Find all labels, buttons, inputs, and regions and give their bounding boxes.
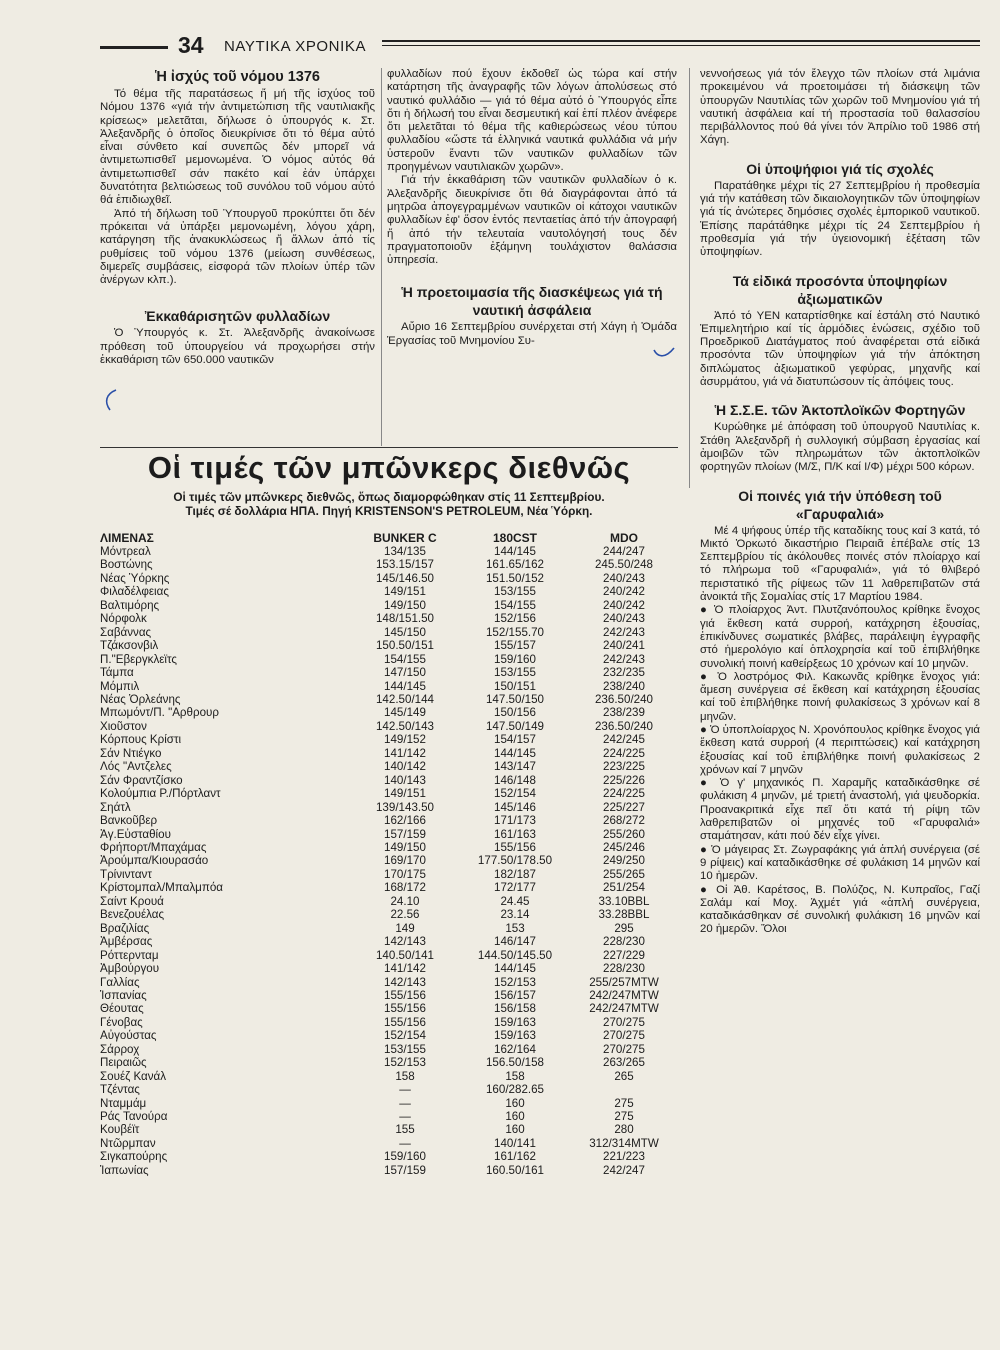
- port-cell: Πειραιῶς: [100, 1056, 147, 1070]
- bunker-c-cell: 24.10: [390, 894, 420, 908]
- mdo-cell: 255/257MTW: [589, 975, 659, 989]
- table-row: [100, 1002, 678, 1015]
- bunker-c-cell: 157/159: [384, 827, 426, 841]
- table-row: [100, 1016, 678, 1029]
- port-cell: Σαβάννας: [100, 625, 152, 639]
- column-header-bunker-c: BUNKER C: [373, 530, 437, 545]
- cst180-cell: 146/147: [494, 935, 536, 949]
- cst180-cell: 162/164: [494, 1042, 536, 1056]
- bunker-c-cell: —: [399, 1110, 411, 1124]
- table-row: [100, 1137, 678, 1150]
- mdo-cell: 295: [614, 921, 634, 935]
- port-cell: Σάρροχ: [100, 1042, 140, 1056]
- article-heading: Ἡ προετοιμασία τῆς διασκέψεως γιά τή ναυτική ἀσφάλεια: [401, 284, 663, 319]
- port-cell: Νόρφολκ: [100, 612, 147, 626]
- mdo-cell: 33.10BBL: [598, 894, 650, 908]
- article-heading: Ἡ Σ.Σ.Ε. τῶν Ἀκτοπλοϊκῶν Φορτηγῶν: [714, 402, 966, 419]
- bunker-c-cell: 147/150: [384, 666, 426, 680]
- table-row: [100, 854, 678, 867]
- cst180-cell: 144.50/145.50: [477, 948, 553, 962]
- port-cell: Ἀμβέρσας: [100, 935, 153, 949]
- cst180-cell: 24.45: [500, 894, 530, 908]
- column-header-port: ΛΙΜΕΝΑΣ: [100, 530, 154, 545]
- mdo-cell: 244/247: [603, 545, 645, 558]
- bunker-subtitle-line: Οἱ τιμές τῶν μπῶνκερς διεθνῶς, ὅπως διαμορφώθηκαν στίς 11 Σεπτεμβρίου.: [173, 490, 605, 504]
- port-cell: Σιγκαπούρης: [100, 1150, 168, 1164]
- table-row: [100, 922, 678, 935]
- mdo-cell: 275: [614, 1110, 634, 1124]
- bunker-c-cell: 170/175: [384, 867, 426, 881]
- table-row: [100, 774, 678, 787]
- port-cell: Βραζιλίας: [100, 921, 150, 935]
- table-row: [100, 545, 678, 558]
- table-row: [100, 1043, 678, 1056]
- mdo-cell: 270/275: [603, 1015, 645, 1029]
- port-cell: Κρίστομπαλ/Μπαλμπόα: [100, 881, 223, 895]
- bunker-c-cell: 22.56: [390, 908, 420, 922]
- mdo-cell: [570, 1083, 678, 1096]
- article-heading: Τά εἰδικά προσόντα ὑποψηφίων ἀξιωματικῶν: [732, 272, 948, 307]
- bunker-c-cell: 140.50/141: [375, 948, 435, 962]
- table-row: [100, 908, 678, 921]
- column-divider: [381, 68, 382, 446]
- mdo-cell: 224/225: [603, 746, 645, 760]
- bunker-c-cell: 142.50/144: [375, 692, 435, 706]
- cst180-cell: 153/155: [494, 585, 536, 599]
- bunker-c-cell: 150.50/151: [375, 639, 435, 653]
- mdo-cell: 240/241: [603, 639, 645, 653]
- cst180-cell: 155/156: [494, 840, 536, 854]
- cst180-cell: 147.50/150: [485, 692, 545, 706]
- article-column-middle: [387, 68, 677, 348]
- article-paragraph: Ἀπό τό ΥΕΝ καταρτίσθηκε καί ἐστάλη στό Ναυτικό Ἐπιμελητήριο καί τίς ἁρμόδιες ἑνώσεις, σχέδιο τοῦ Προεδρικοῦ Διατάγματος πού ἀναφέρεται στά εἰδικά προσόντα τῶν ὑποψηφίων γιά τήν ἀπόκτηση διπλώματος ἀξιωματικοῦ γεφύρας, μηχανῆς καί ἀσυρμάτου, γιά νά διατυπώσουν τίς ἀπόψεις τους.: [700, 309, 980, 389]
- table-row: [100, 801, 678, 814]
- table-row: [100, 989, 678, 1002]
- cst180-cell: 156/158: [494, 1002, 536, 1016]
- table-row: [100, 653, 678, 666]
- verdict-item: ● Ὁ πλοίαρχος Ἀντ. Πλυτζανόπουλος κρίθηκε ἔνοχος γιά ἔκθεση κατά συρροή, κατάχρηση ἐξουσίας, ἐπικίνδυνες σωματικές βλάβες, παράλειψη ἐγγραφῆς στό ἡμερολόγιο καί ὁπλοχρησία καί τοῦ ἐπιβλήθηκε συνολική ποινή καθείρξεως 10 χρόνων καί 10 μηνῶν.: [700, 604, 980, 670]
- mdo-cell: 255/260: [603, 827, 645, 841]
- mdo-cell: 242/243: [603, 652, 645, 666]
- port-cell: Κουβέϊτ: [100, 1123, 140, 1137]
- mdo-cell: 251/254: [603, 881, 645, 895]
- bunker-c-cell: 154/155: [384, 652, 426, 666]
- table-row: [100, 612, 678, 625]
- table-row: [100, 1123, 678, 1136]
- cst180-cell: 177.50/178.50: [477, 854, 553, 868]
- cst180-cell: 154/155: [494, 598, 536, 612]
- port-cell: Ράς Τανούρα: [100, 1110, 168, 1124]
- mdo-cell: 240/242: [603, 598, 645, 612]
- verdict-item: ● Ὁ γ' μηχανικός Π. Χαραμῆς καταδικάσθηκε σέ φυλάκιση 4 μηνῶν, μέ τριετή ἀναστολή, γιά ψευδορκία. Προανακριτικά εἶχε πεῖ ὅτι κατά τή ρίψη τῶν λαθρεπιβατῶν οἱ μηχανές τοῦ «Γαρυφαλιά» σταμάτησαν, κάτι πού δέν εἶχε γίνει.: [700, 777, 980, 843]
- port-cell: Τζάκσονβιλ: [100, 639, 159, 653]
- cst180-cell: 140/141: [494, 1136, 536, 1150]
- port-cell: Φρήπορτ/Μπαχάμας: [100, 840, 207, 854]
- mdo-cell: 263/265: [603, 1056, 645, 1070]
- port-cell: Φιλαδέλφειας: [100, 585, 169, 599]
- cst180-cell: 158: [505, 1069, 525, 1083]
- port-cell: Σαίντ Κρουά: [100, 894, 164, 908]
- mdo-cell: 242/247MTW: [589, 1002, 659, 1016]
- mdo-cell: 240/243: [603, 612, 645, 626]
- article-paragraph: Γιά τήν ἐκκαθάριση τῶν ναυτικῶν φυλλαδίων ὁ κ. Ἀλεξανδρῆς διευκρίνισε ὅτι θά διαγράφονται ἀπό τά μητρῶα ἀπογεγραμμένων ναυτικῶν οἱ κάτοχοι ναυτικῶν φυλλαδίων ἐφ' ὅσον ἐντός πενταετίας ἀπό τήν ἀπογραφή ἤ ἀπό τήν τελευταία ναυτολόγησή τους δέν πραγματοποιοῦν ἐξάμηνη τουλάχιστον θαλάσσια ὑπηρεσία.: [387, 174, 677, 267]
- port-cell: Ἱσπανίας: [100, 988, 147, 1002]
- port-cell: Μόντρεαλ: [100, 545, 151, 558]
- verdict-item: ● Ὁ μάγειρας Στ. Ζωγραφάκης γιά ἁπλή συνέργεια (σέ 9 ρίψεις) καί καταδικάσθηκε σέ φυλάκιση 14 μηνῶν καί 10 ἡμερῶν.: [700, 843, 980, 883]
- bunker-c-cell: 153/155: [384, 1042, 426, 1056]
- bunker-c-cell: 162/166: [384, 814, 426, 828]
- port-cell: Βαλτιμόρης: [100, 598, 160, 612]
- table-row: [100, 895, 678, 908]
- port-cell: Ἀρούμπα/Κιουρασάο: [100, 854, 209, 868]
- article-paragraph: νεννοήσεως γιά τόν ἔλεγχο τῶν πλοίων στά λιμάνια προκειμένου νά προετοιμάσει τή διάσκεψη τῶν ὑπουργῶν Ναυτιλίας τῶν χωρῶν τοῦ Μνημονίου γιά τή ναυτική ἀσφάλεια καί τή προστασία τοῦ θαλασσίου περιβάλλοντος πού θά γίνει τόν Ἀπρίλιο τοῦ 1986 στή Χάγη.: [700, 68, 980, 147]
- article-paragraph: Αὔριο 16 Σεπτεμβρίου συνέρχεται στή Χάγη ἡ Ὁμάδα Ἐργασίας τοῦ Μνημονίου Συ-: [387, 321, 677, 347]
- port-cell: Κολούμπια Ρ./Πόρτλαντ: [100, 787, 221, 801]
- bunker-c-cell: 145/150: [384, 625, 426, 639]
- port-cell: Ἀμβούργου: [100, 962, 160, 976]
- cst180-cell: 152/155.70: [485, 625, 545, 639]
- article-paragraph: Ἀπό τή δήλωση τοῦ Ὑπουργοῦ προκύπτει ὅτι δέν πρόκειται νά ὑπάρξει μεμονωμένη, λόγου χάρη, κατάργηση τῆς ἀνακυκλώσεως ἤ ἄλλων ἀπό τίς ρυθμίσεις τοῦ νόμου 1376 (μείωση συνθέσεως, διμερεῖς συμβάσεις, εἰσφορά τῶν πλοίων ὑπέρ τῶν ἀνέργων κλπ.).: [100, 207, 375, 287]
- cst180-cell: 171/173: [494, 814, 536, 828]
- cst180-cell: 182/187: [494, 867, 536, 881]
- port-cell: Κόρπους Κρίστι: [100, 733, 182, 747]
- cst180-cell: 161/162: [494, 1150, 536, 1164]
- cst180-cell: 156.50/158: [485, 1056, 545, 1070]
- bunker-c-cell: 141/142: [384, 962, 426, 976]
- bunker-prices-subtitle: [100, 490, 678, 518]
- cst180-cell: 161.65/162: [485, 558, 545, 572]
- cst180-cell: 144/145: [494, 545, 536, 558]
- table-row: [100, 1029, 678, 1042]
- table-row: [100, 706, 678, 719]
- bunker-c-cell: 152/154: [384, 1029, 426, 1043]
- mdo-cell: 236.50/240: [594, 719, 654, 733]
- mdo-cell: 280: [614, 1123, 634, 1137]
- bunker-c-cell: 168/172: [384, 881, 426, 895]
- column-header-180cst: 180CST: [492, 530, 538, 545]
- cst180-cell: 147.50/149: [485, 719, 545, 733]
- cst180-cell: 160/282.65: [485, 1083, 545, 1097]
- mdo-cell: 225/226: [603, 773, 645, 787]
- port-cell: Σάν Ντιέγκο: [100, 746, 162, 760]
- bunker-c-cell: 155/156: [384, 1015, 426, 1029]
- port-cell: Τάμπα: [100, 666, 134, 680]
- table-row: [100, 881, 678, 894]
- table-row: [100, 760, 678, 773]
- table-row: [100, 935, 678, 948]
- mdo-cell: 270/275: [603, 1029, 645, 1043]
- masthead-rule-right: [382, 40, 980, 42]
- port-cell: Μόμπιλ: [100, 679, 140, 693]
- port-cell: Βενεζουέλας: [100, 908, 165, 922]
- publication-title: ΝΑΥΤΙΚΑ ΧΡΟΝΙΚΑ: [224, 38, 367, 55]
- bunker-c-cell: 140/143: [384, 773, 426, 787]
- bunker-c-cell: 148/151.50: [375, 612, 435, 626]
- port-cell: Αὐγούστας: [100, 1029, 157, 1043]
- mdo-cell: 238/240: [603, 679, 645, 693]
- bunker-c-cell: 158: [395, 1069, 415, 1083]
- mdo-cell: 242/247: [603, 1163, 645, 1177]
- port-cell: Θέουτας: [100, 1002, 144, 1016]
- cst180-cell: 150/151: [494, 679, 536, 693]
- cst180-cell: 156/157: [494, 988, 536, 1002]
- mdo-cell: 312/314MTW: [589, 1136, 659, 1150]
- table-row: [100, 841, 678, 854]
- table-row: [100, 720, 678, 733]
- bunker-c-cell: 145/149: [384, 706, 426, 720]
- table-row: [100, 747, 678, 760]
- mdo-cell: 228/230: [603, 962, 645, 976]
- mdo-cell: 225/227: [603, 800, 645, 814]
- mdo-cell: 265: [614, 1069, 634, 1083]
- bunker-c-cell: —: [399, 1096, 411, 1110]
- bunker-c-cell: 145/146.50: [375, 571, 435, 585]
- port-cell: Σάν Φραντζίσκο: [100, 773, 183, 787]
- port-cell: Βανκοῦβερ: [100, 814, 158, 828]
- cst180-cell: 160.50/161: [485, 1163, 545, 1177]
- port-cell: Ντῶρμπαν: [100, 1136, 156, 1150]
- section-rule: [100, 447, 678, 448]
- cst180-cell: 151.50/152: [485, 571, 545, 585]
- port-cell: Βοστώνης: [100, 558, 153, 572]
- cst180-cell: 152/154: [494, 787, 536, 801]
- bunker-c-cell: 142.50/143: [375, 719, 435, 733]
- port-cell: Σηάτλ: [100, 800, 131, 814]
- table-row: [100, 1083, 678, 1096]
- article-column-left: [100, 68, 375, 367]
- article-paragraph: Ὁ Ὑπουργός κ. Στ. Ἀλεξανδρῆς ἀνακοίνωσε πρόθεση τοῦ ὑπουργείου νά προχωρήσει στήν ἐκκαθάριση τῶν 650.000 ναυτικῶν: [100, 327, 375, 367]
- cst180-cell: 154/157: [494, 733, 536, 747]
- bunker-c-cell: 149/151: [384, 787, 426, 801]
- bunker-c-cell: 134/135: [384, 545, 426, 558]
- mdo-cell: 242/243: [603, 625, 645, 639]
- verdict-item: ● Οἱ Ἀθ. Καρέτσος, Β. Πολύζος, Ν. Κυπραῖος, Γαζί Σαλάμ καί Μοχ. Ἀχμέτ γιά «ἁπλή συνέργεια, καταδικάσθηκαν σέ συνολική φυλάκιση 16 μηνῶν καί 20 ἡμερῶν. Ὅλοι: [700, 883, 980, 936]
- table-row: [100, 1110, 678, 1123]
- table-row: [100, 572, 678, 585]
- bunker-prices-table: [100, 530, 678, 1177]
- pen-tilde-icon: [652, 346, 676, 360]
- bunker-c-cell: 142/143: [384, 935, 426, 949]
- mdo-cell: 245/246: [603, 840, 645, 854]
- table-row: [100, 868, 678, 881]
- verdict-item: ● Ὁ λοστρόμος Φιλ. Κακωνᾶς κρίθηκε ἔνοχος γιά: ἄμεση συνέργεια σέ ἔκθεση καί κατάχρηση ἐξουσίας καί τοῦ ἐπιβλήθηκε ποινή φυλακίσεως 3 χρόνων καί 8 μηνῶν.: [700, 670, 980, 723]
- bunker-c-cell: 139/143.50: [375, 800, 435, 814]
- mdo-cell: 245.50/248: [594, 558, 654, 572]
- cst180-cell: 144/145: [494, 746, 536, 760]
- port-cell: Χιοῦστον: [100, 719, 147, 733]
- cst180-cell: 153/155: [494, 666, 536, 680]
- port-cell: Νέας Ὀρλεάνης: [100, 692, 181, 706]
- table-row: [100, 949, 678, 962]
- pen-mark-icon: [100, 388, 120, 412]
- cst180-cell: 146/148: [494, 773, 536, 787]
- mdo-cell: 33.28BBL: [598, 908, 650, 922]
- table-row: [100, 558, 678, 571]
- table-row: [100, 1164, 678, 1177]
- article-heading: Ἐκκαθάρισητῶν φυλλαδίων: [144, 308, 331, 325]
- column-divider: [689, 68, 690, 488]
- port-cell: Ρόττερνταμ: [100, 948, 159, 962]
- article-column-right: [700, 68, 980, 937]
- bunker-c-cell: 157/159: [384, 1163, 426, 1177]
- bunker-c-cell: 142/143: [384, 975, 426, 989]
- mdo-cell: 240/243: [603, 571, 645, 585]
- verdict-item: ● Ὁ ὑποπλοίαρχος Ν. Χρονόπουλος κρίθηκε ἔνοχος γιά ἔκθεση κατά συρροή (4 περιπτώσεις) καί κατάχρηση ἐξουσίας καί τοῦ ἐπιβλήθηκε ποινή φυλακίσεως 2 χρόνων καί 7 μηνῶν: [700, 723, 980, 776]
- table-row: [100, 1097, 678, 1110]
- table-row: [100, 1056, 678, 1069]
- article-heading: Ἡ ἰσχύς τοῦ νόμου 1376: [155, 69, 320, 85]
- cst180-cell: 160: [505, 1096, 525, 1110]
- bunker-c-cell: 169/170: [384, 854, 426, 868]
- mdo-cell: 227/229: [603, 948, 645, 962]
- port-cell: Γαλλίας: [100, 975, 140, 989]
- article-paragraph: φυλλαδίων πού ἔχουν ἐκδοθεῖ ὡς τώρα καί στήν κατάρτηση τῆς ἀναγραφῆς τῶν λόγων ἀπολύσεως στό ναυτικό φυλλάδιο — γιά τό θέμα αὐτό ὁ Ὑπουργός εἶπε ὅτι ἡ δήλωσή του εἶναι δεσμευτική καί ἐπί πλέον ἀνέφερε ὅτι μελετᾶται τό θέμα τῆς καθιερώσεως νέου τύπου φυλλαδίου «ὥστε τά ἑλληνικά ναυτικά φυλλάδια νά μήν ὑστεροῦν ἔναντι τῶν ναυτικῶν φυλλαδίων τῶν προηγμένων ναυτιλιακῶν χωρῶν».: [387, 68, 677, 174]
- bunker-c-cell: 149/152: [384, 733, 426, 747]
- port-cell: Μπωμόντ/Π. "Αρθρουρ: [100, 706, 219, 720]
- bunker-c-cell: 149/150: [384, 598, 426, 612]
- cst180-cell: 150/156: [494, 706, 536, 720]
- port-cell: Π."Εβεργκλεϊτς: [100, 652, 178, 666]
- table-header-row: [100, 530, 678, 545]
- bunker-c-cell: 159/160: [384, 1150, 426, 1164]
- masthead-rule-left: [100, 46, 168, 49]
- mdo-cell: 242/247MTW: [589, 988, 659, 1002]
- table-row: [100, 626, 678, 639]
- mdo-cell: 255/265: [603, 867, 645, 881]
- mdo-cell: 240/242: [603, 585, 645, 599]
- bunker-c-cell: 140/142: [384, 760, 426, 774]
- table-row: [100, 666, 678, 679]
- cst180-cell: 159/163: [494, 1015, 536, 1029]
- cst180-cell: 159/163: [494, 1029, 536, 1043]
- mdo-cell: 238/239: [603, 706, 645, 720]
- cst180-cell: 152/156: [494, 612, 536, 626]
- mdo-cell: 223/225: [603, 760, 645, 774]
- table-row: [100, 1070, 678, 1083]
- bunker-c-cell: 149: [395, 921, 415, 935]
- cst180-cell: 145/146: [494, 800, 536, 814]
- table-row: [100, 680, 678, 693]
- bunker-subtitle-line: Τιμές σέ δολλάρια ΗΠΑ. Πηγή KRISTENSON'S PETROLEUM, Νέα Ὑόρκη.: [185, 504, 593, 518]
- mdo-cell: 224/225: [603, 787, 645, 801]
- port-cell: Σουέζ Κανάλ: [100, 1069, 167, 1083]
- port-cell: Γένοβας: [100, 1015, 143, 1029]
- cst180-cell: 159/160: [494, 652, 536, 666]
- bunker-c-cell: 155: [395, 1123, 415, 1137]
- bunker-c-cell: 141/142: [384, 746, 426, 760]
- article-paragraph: Τό θέμα τῆς παρατάσεως ἤ μή τῆς ἰσχύος τοῦ Νόμου 1376 «γιά τήν ἀντιμετώπιση τῆς ναυτιλιακῆς κρίσεως» μελετᾶται, δήλωσε ὁ ὑπουργός κ. Στ. Ἀλεξανδρῆς ὁ ὁποῖος διευκρίνισε ὅτι τό θέμα αὐτό εἶναι σύνθετο καί συνεπῶς δέν μπορεῖ νά ἀντιμετωπισθεῖ μεμονωμένα. Ὁ νόμος αὐτός θά ἀντιμετωπισθεῖ σάν πακέτο καί ἐάν ὑπάρχει δυνατότητα βελτιώσεως τοῦ συνόλου τοῦ νόμου αὐτό θά ἐπιδιωχθεῖ.: [100, 88, 375, 207]
- bunker-c-cell: 155/156: [384, 988, 426, 1002]
- article-paragraph: Κυρώθηκε μέ ἀπόφαση τοῦ ὑπουργοῦ Ναυτιλίας κ. Στάθη Ἀλεξανδρῆ ἡ συλλογική σύμβαση ἐργασίας καί ἀμοιβῶν τῶν πληρωμάτων τῶν ἀκτοπλοϊκῶν φορτηγῶν πλοίων (Μ/Σ, Π/Κ καί Ι/Φ) μέχρι 500 κόρων.: [700, 421, 980, 474]
- mdo-cell: 270/275: [603, 1042, 645, 1056]
- mdo-cell: 236.50/240: [594, 692, 654, 706]
- mdo-cell: 242/245: [603, 733, 645, 747]
- cst180-cell: 161/163: [494, 827, 536, 841]
- cst180-cell: 153: [505, 921, 525, 935]
- port-cell: Τρίνινταντ: [100, 867, 152, 881]
- article-heading: Οἱ ὑποψήφιοι γιά τίς σχολές: [746, 160, 934, 177]
- table-row: [100, 693, 678, 706]
- bunker-c-cell: 149/151: [384, 585, 426, 599]
- article-heading: Οἱ ποινές γιά τήν ὑπόθεση τοῦ «Γαρυφαλιά»: [738, 487, 942, 522]
- cst180-cell: 152/153: [494, 975, 536, 989]
- table-row: [100, 962, 678, 975]
- mdo-cell: 275: [614, 1096, 634, 1110]
- table-row: [100, 828, 678, 841]
- column-header-mdo: MDO: [610, 530, 638, 545]
- table-row: [100, 585, 678, 598]
- page-number: 34: [178, 32, 204, 58]
- cst180-cell: 144/145: [494, 962, 536, 976]
- mdo-cell: 221/223: [603, 1150, 645, 1164]
- bunker-c-cell: —: [399, 1136, 411, 1150]
- port-cell: Νταμμάμ: [100, 1096, 147, 1110]
- port-cell: Ἰαπωνίας: [100, 1163, 149, 1177]
- cst180-cell: 160: [505, 1123, 525, 1137]
- port-cell: Λός "Αντζελες: [100, 760, 172, 774]
- bunker-prices-title: Οἱ τιμές τῶν μπῶνκερς διεθνῶς: [147, 450, 631, 485]
- port-cell: Ἁγ.Εὐσταθίου: [100, 827, 171, 841]
- cst180-cell: 172/177: [494, 881, 536, 895]
- mdo-cell: 249/250: [603, 854, 645, 868]
- article-paragraph: Παρατάθηκε μέχρι τίς 27 Σεπτεμβρίου ἡ προθεσμία γιά τήν κατάθεση τῶν δικαιολογητικῶν τῶν ὑποψηφίων γιά τίς ἀνώτερες δημόσιες σχολές ἐμπορικοῦ ναυτικοῦ. Ἐπίσης παράτάθηκε μέχρι τίς 24 Σεπτεμβρίου ἡ προθεσμία γιά τήν ὑγειονομική ἐξέταση τῶν ὑποψηφίων.: [700, 179, 980, 259]
- bunker-c-cell: 144/145: [384, 679, 426, 693]
- table-row: [100, 639, 678, 652]
- article-paragraph: Μέ 4 ψήφους ὑπέρ τῆς καταδίκης τους καί 3 κατά, τό Μικτό Ὁρκωτό δικαστήριο Πειραιᾶ ἐπέβαλε στίς 13 Σεπτεμβρίου τίς ἀκόλουθες ποινές στόν πλοίαρχο καί τό πλήρωμα τοῦ «Γαρυφαλιά», γιά τό θλιβερό περιστατικό τῆς ρίψεως τῶν 11 λαθρεπιβατῶν στά ἀνοικτά τῆς Σομαλίας στίς 17 Μαρτίου 1984.: [700, 524, 980, 604]
- table-row: [100, 1150, 678, 1163]
- bunker-c-cell: 155/156: [384, 1002, 426, 1016]
- bunker-c-cell: 149/150: [384, 840, 426, 854]
- table-row: [100, 787, 678, 800]
- cst180-cell: 23.14: [500, 908, 530, 922]
- cst180-cell: 155/157: [494, 639, 536, 653]
- mdo-cell: 268/272: [603, 814, 645, 828]
- masthead-rule-right-thin: [382, 45, 980, 46]
- cst180-cell: 160: [505, 1110, 525, 1124]
- bunker-c-cell: —: [399, 1083, 411, 1097]
- masthead: [100, 32, 980, 60]
- table-row: [100, 599, 678, 612]
- cst180-cell: 143/147: [494, 760, 536, 774]
- bunker-c-cell: 152/153: [384, 1056, 426, 1070]
- table-row: [100, 733, 678, 746]
- mdo-cell: 228/230: [603, 935, 645, 949]
- port-cell: Τζέντας: [100, 1083, 140, 1097]
- mdo-cell: 232/235: [603, 666, 645, 680]
- port-cell: Νέας Ὑόρκης: [100, 571, 170, 585]
- bunker-c-cell: 153.15/157: [375, 558, 435, 572]
- table-row: [100, 814, 678, 827]
- table-row: [100, 976, 678, 989]
